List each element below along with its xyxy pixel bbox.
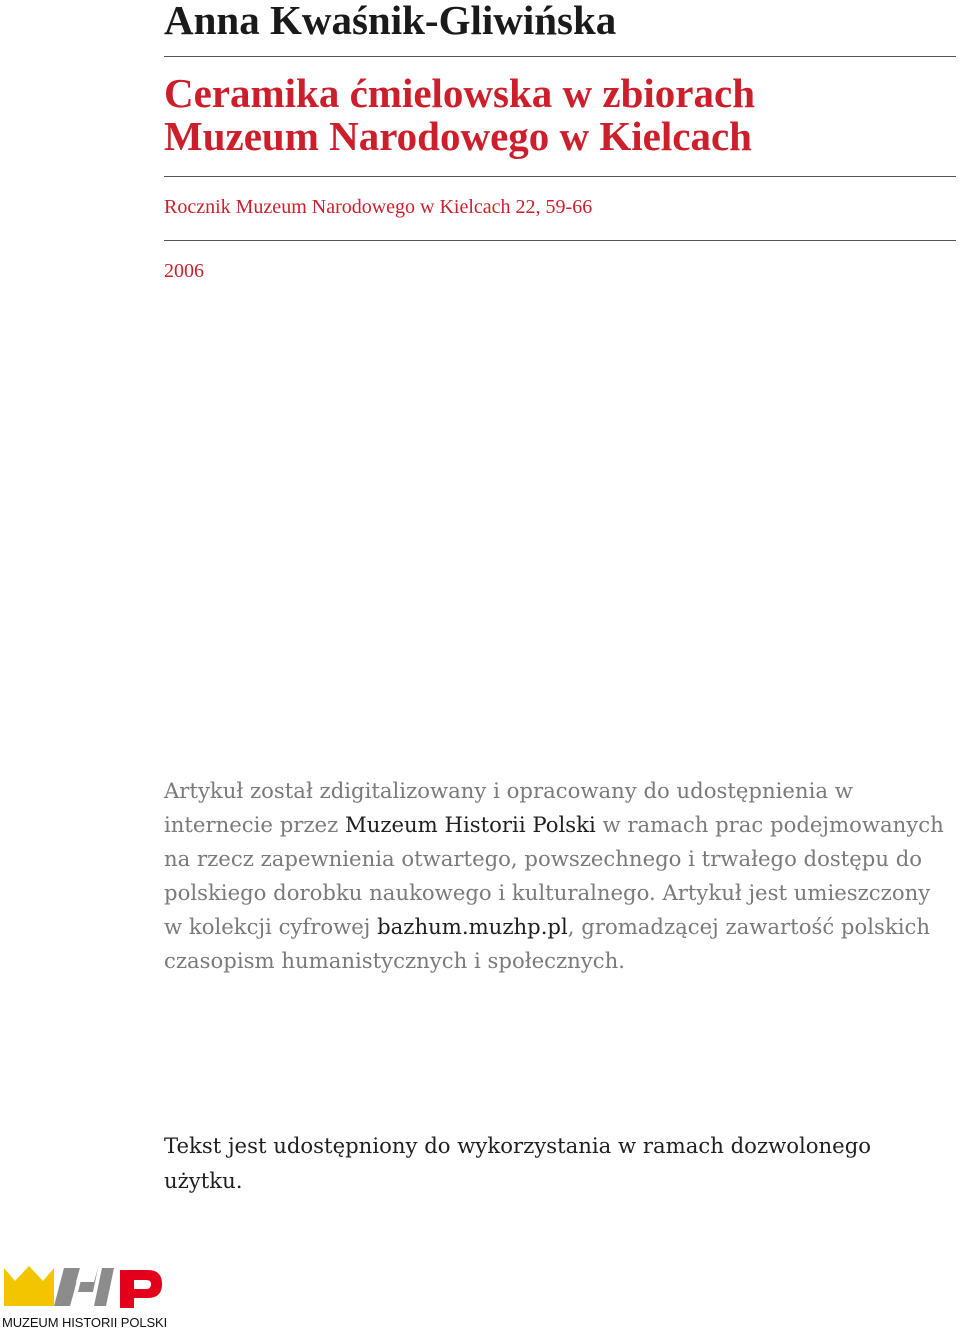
notice-text-2: w ramach prac podejmowanych na rzecz zapewnienia otwartego, powszechnego i trwałego dostępu do polskiego dorobku naukowego i kulturalnego. Artykuł jest umieszczony w kolekcji cyfrowej: [164, 812, 944, 939]
notice-text-3: , gromadzącej zawartość polskich czasopism humanistycznych i społecznych.: [164, 914, 931, 973]
title-line-1: Ceramika ćmielowska w zbiorach: [164, 70, 755, 116]
journal-citation: Rocznik Muzeum Narodowego w Kielcach 22, 59-66: [164, 196, 593, 218]
divider: [164, 56, 956, 57]
digitization-notice: [164, 774, 944, 978]
museum-logo: [0, 1262, 168, 1331]
usage-statement: Tekst jest udostępniony do wykorzystania w ramach dozwolonego użytku.: [164, 1133, 872, 1193]
author-name: Anna Kwaśnik-Gliwińska: [164, 0, 617, 43]
logo-p-shape: [120, 1270, 162, 1308]
notice-text-1: Artykuł został zdigitalizowany i opracowany do udostępnienia w internecie przez: [164, 778, 853, 837]
divider: [164, 240, 956, 241]
logo-text: MUZEUM HISTORII POLSKI: [2, 1315, 168, 1330]
site-link[interactable]: bazhum.muzhp.pl: [377, 914, 568, 939]
divider: [164, 176, 956, 177]
title-line-2: Muzeum Narodowego w Kielcach: [164, 113, 752, 159]
article-title: [164, 72, 944, 158]
publication-year: 2006: [164, 260, 204, 282]
logo-crown-shape: [4, 1266, 54, 1306]
museum-logo-icon: [2, 1262, 164, 1314]
logo-h-shape: [54, 1268, 114, 1306]
museum-name: Muzeum Historii Polski: [345, 812, 596, 837]
